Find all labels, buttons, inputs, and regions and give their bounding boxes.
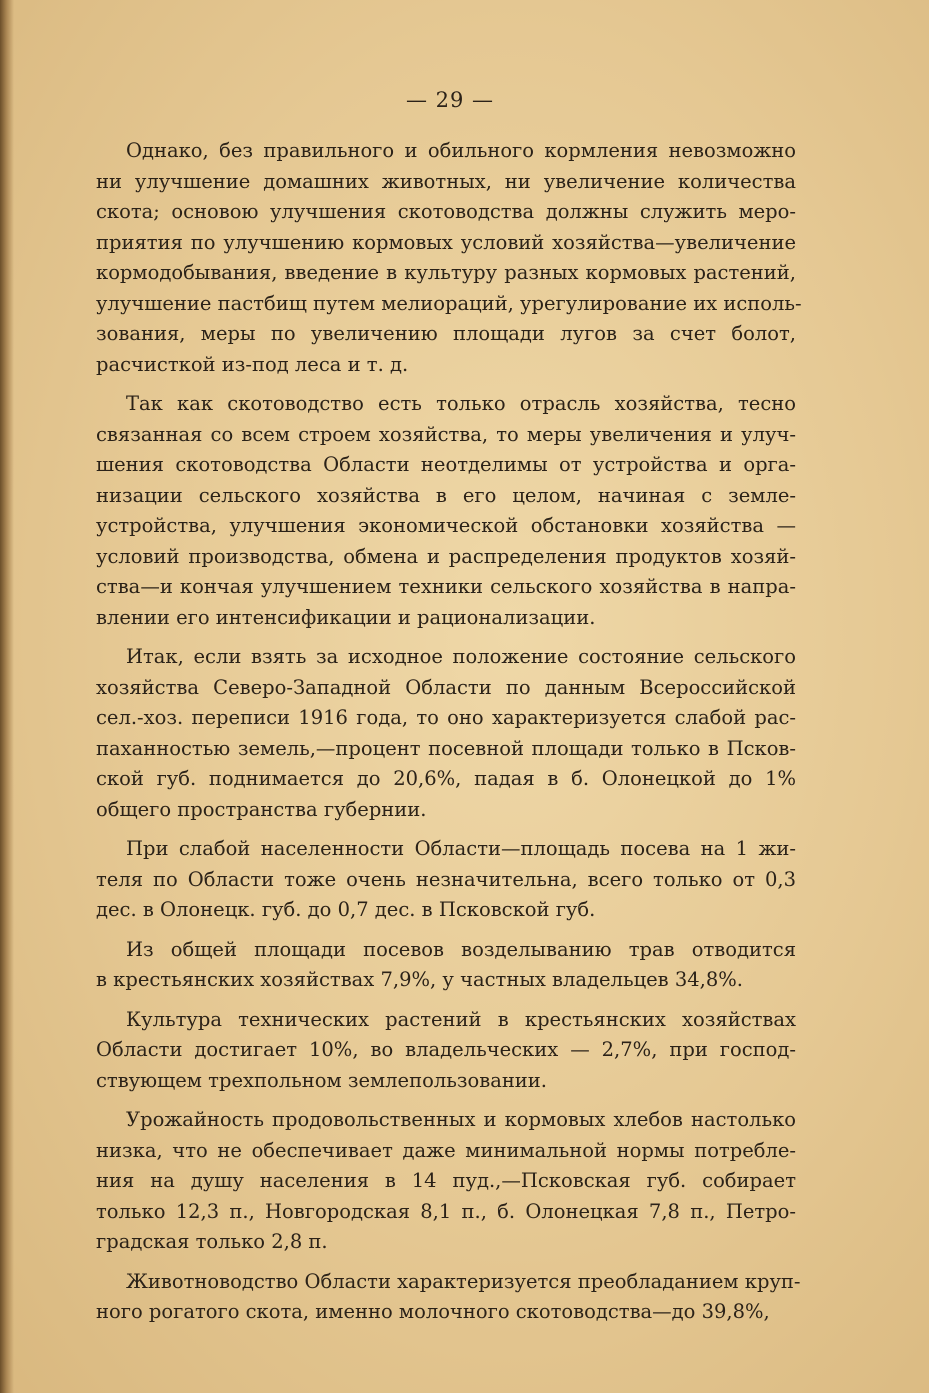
text-line: низации сельского хозяйства в его целом, начиная с земле-	[96, 483, 796, 507]
text-line: влении его интенсификации и рационализации.	[96, 605, 596, 629]
text-line: зования, меры по увеличению площади лугов за счет болот,	[96, 322, 796, 345]
text-line: скота; основою улучшения скотоводства должны служить меро-	[96, 200, 796, 223]
page-number: — 29 —	[405, 88, 495, 112]
text-line: шения скотоводства Области неотделимы от устройства и орга-	[96, 453, 796, 476]
text-line: связанная со всем строем хозяйства, то меры увеличения и улуч-	[96, 422, 796, 446]
text-line: Из общей площади посевов возделыванию трав отводится	[126, 937, 796, 961]
text-line: Итак, если взять за исходное положение состояние сельского	[126, 645, 796, 668]
document-page	[96, 88, 802, 1337]
text-line: Однако, без правильного и обильного кормления невозможно	[126, 139, 796, 162]
text-line: кормодобывания, введение в культуру разных кормовых растений,	[96, 261, 796, 284]
text-line: дес. в Олонецк. губ. до 0,7 дес. в Псковской губ.	[96, 898, 596, 921]
text-line: расчисткой из-под леса и т. д.	[96, 352, 409, 376]
book-spine-edge	[0, 0, 14, 1393]
text-line: ской губ. поднимается до 20,6%, падая в б. Олонецкой до 1%	[96, 767, 796, 790]
text-line: приятия по улучшению кормовых условий хозяйства—увеличение	[96, 230, 796, 254]
text-line: сел.-хоз. переписи 1916 года, то оно характеризуется слабой рас-	[96, 706, 796, 729]
paragraph	[96, 642, 796, 825]
text-line: Урожайность продовольственных и кормовых хлебов настолько	[126, 1108, 796, 1131]
text-line: хозяйства Северо-Западной Области по данным Всероссийской	[96, 675, 796, 699]
text-line: ни улучшение домашних животных, ни увеличение количества	[96, 169, 796, 193]
text-line: градская только 2,8 п.	[96, 1230, 328, 1253]
paragraph	[96, 834, 796, 926]
paragraph	[96, 1267, 801, 1328]
text-line: паханностью земель,—процент посевной площади только в Псков-	[96, 736, 796, 760]
text-line: Животноводство Области характеризуется преобладанием круп-	[126, 1269, 801, 1293]
text-line: ного рогатого скота, именно молочного скотоводства—до 39,8%,	[96, 1300, 770, 1323]
text-line: теля по Области тоже очень незначительна, всего только от 0,3	[96, 867, 796, 891]
text-line: условий производства, обмена и распределения продуктов хозяй-	[96, 544, 796, 568]
paragraph	[96, 136, 802, 380]
text-line: ства—и кончая улучшением техники сельского хозяйства в напра-	[96, 575, 796, 598]
paragraph	[96, 935, 796, 996]
paragraph	[96, 389, 796, 633]
body-text	[96, 136, 802, 1328]
text-line: в крестьянских хозяйствах 7,9%, у частных владельцев 34,8%.	[96, 968, 743, 991]
paragraph	[96, 1105, 796, 1258]
text-line: общего пространства губернии.	[96, 797, 427, 821]
paragraph	[96, 1005, 796, 1097]
text-line: улучшение пастбищ путем мелиораций, урегулирование их исполь-	[96, 291, 802, 315]
text-line: только 12,3 п., Новгородская 8,1 п., б. Олонецкая 7,8 п., Петро-	[96, 1199, 796, 1223]
text-line: устройства, улучшения экономической обстановки хозяйства —	[96, 514, 796, 537]
text-line: ствующем трехпольном землепользовании.	[96, 1068, 548, 1092]
text-line: ния на душу населения в 14 пуд.,—Псковская губ. собирает	[96, 1169, 796, 1192]
text-line: низка, что не обеспечивает даже минимальной нормы потребле-	[96, 1138, 796, 1162]
text-line: Области достигает 10%, во владельческих — 2,7%, при господ-	[96, 1038, 796, 1061]
text-line: При слабой населенности Области—площадь посева на 1 жи-	[126, 837, 796, 860]
text-line: Так как скотоводство есть только отрасль хозяйства, тесно	[126, 392, 796, 415]
text-line: Культура технических растений в крестьянских хозяйствах	[126, 1007, 796, 1031]
